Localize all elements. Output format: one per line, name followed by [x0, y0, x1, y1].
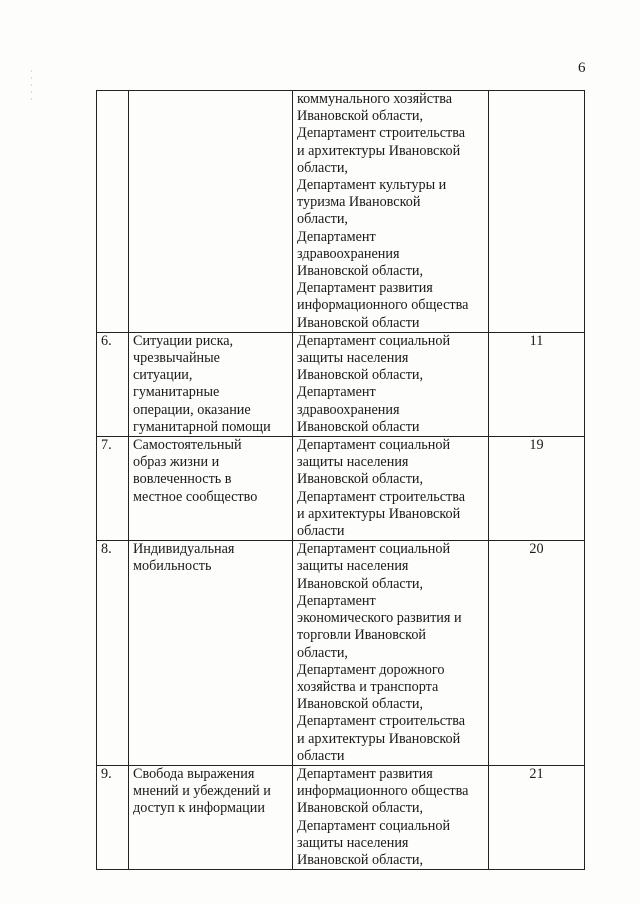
- department-line: хозяйства и транспорта: [297, 678, 439, 695]
- department-line: Ивановской области: [297, 418, 420, 435]
- department-line: Ивановской области,: [297, 367, 424, 384]
- table-body: [97, 91, 585, 870]
- topic-line: операции, оказание: [133, 401, 251, 418]
- department-line: Департамент строительства: [297, 488, 466, 505]
- department-line: Ивановской области,: [297, 696, 424, 713]
- department-line: Департамент социальной: [297, 817, 451, 834]
- table-row: [97, 765, 585, 869]
- department-line: Департамент развития: [297, 765, 433, 782]
- topic-line: чрезвычайные: [133, 350, 220, 367]
- topic-line: гуманитарные: [133, 384, 220, 401]
- topic-line: гуманитарной помощи: [133, 418, 271, 435]
- topic-line: Ситуации риска,: [133, 332, 234, 349]
- department-line: информационного общества: [297, 297, 469, 314]
- department-line: защиты населения: [297, 558, 409, 575]
- row-topic: [129, 91, 293, 333]
- department-line: Департамент: [297, 592, 376, 609]
- topic-line: мобильность: [133, 558, 212, 575]
- topic-line: образ жизни и: [133, 454, 220, 471]
- department-line: Ивановской области,: [297, 471, 424, 488]
- department-line: области,: [297, 644, 348, 661]
- margin-marks: · · · · ·: [30, 67, 33, 104]
- row-departments: [293, 541, 489, 766]
- department-line: Департамент социальной: [297, 437, 451, 454]
- department-line: Ивановской области,: [297, 800, 424, 817]
- department-line: Департамент культуры и: [297, 177, 447, 194]
- department-line: торговли Ивановской: [297, 627, 427, 644]
- department-line: Департамент развития: [297, 280, 433, 297]
- department-line: области,: [297, 159, 348, 176]
- table-row: [97, 541, 585, 766]
- row-departments: [293, 437, 489, 541]
- department-line: Департамент социальной: [297, 332, 451, 349]
- row-page: [489, 91, 585, 333]
- row-topic: [129, 541, 293, 766]
- page-number: 6: [578, 60, 586, 76]
- department-line: защиты населения: [297, 834, 409, 851]
- department-line: Департамент строительства: [297, 125, 466, 142]
- topic-line: вовлеченность в: [133, 471, 232, 488]
- department-line: и архитектуры Ивановской: [297, 142, 461, 159]
- row-number: 8.: [97, 541, 129, 766]
- department-line: Департамент: [297, 384, 376, 401]
- topic-line: местное сообщество: [133, 488, 258, 505]
- row-page: 21: [489, 765, 585, 869]
- row-page: 11: [489, 332, 585, 436]
- department-line: Департамент дорожного: [297, 661, 445, 678]
- department-line: здравоохранения: [297, 245, 400, 262]
- table-row: [97, 332, 585, 436]
- department-line: защиты населения: [297, 454, 409, 471]
- row-departments: [293, 332, 489, 436]
- row-topic: [129, 765, 293, 869]
- department-line: Ивановской области,: [297, 575, 424, 592]
- department-line: Департамент: [297, 228, 376, 245]
- topic-line: мнений и убеждений и: [133, 783, 271, 800]
- row-number: 9.: [97, 765, 129, 869]
- department-line: Ивановской области: [297, 314, 420, 331]
- department-line: коммунального хозяйства: [297, 91, 453, 107]
- department-line: области: [297, 523, 345, 540]
- table-row: [97, 437, 585, 541]
- department-line: Ивановской области,: [297, 108, 424, 125]
- department-line: информационного общества: [297, 783, 469, 800]
- topic-line: доступ к информации: [133, 800, 265, 817]
- department-line: экономического развития и: [297, 610, 462, 627]
- row-number: 7.: [97, 437, 129, 541]
- department-line: области,: [297, 211, 348, 228]
- row-number: 6.: [97, 332, 129, 436]
- row-topic: [129, 332, 293, 436]
- row-page: 19: [489, 437, 585, 541]
- department-line: туризма Ивановской: [297, 194, 421, 211]
- row-departments: [293, 91, 489, 333]
- row-departments: [293, 765, 489, 869]
- department-line: Ивановской области,: [297, 263, 424, 280]
- topic-line: Индивидуальная: [133, 541, 235, 558]
- topic-line: Самостоятельный: [133, 437, 242, 454]
- topic-line: ситуации,: [133, 367, 193, 384]
- topic-line: Свобода выражения: [133, 765, 255, 782]
- department-line: Департамент строительства: [297, 713, 466, 730]
- department-line: Ивановской области,: [297, 851, 424, 868]
- department-line: защиты населения: [297, 350, 409, 367]
- department-line: Департамент социальной: [297, 541, 451, 558]
- departments-table: [96, 90, 585, 870]
- department-line: и архитектуры Ивановской: [297, 730, 461, 747]
- row-topic: [129, 437, 293, 541]
- department-line: области: [297, 747, 345, 764]
- row-page: 20: [489, 541, 585, 766]
- department-line: и архитектуры Ивановской: [297, 505, 461, 522]
- table-row: [97, 91, 585, 333]
- department-line: здравоохранения: [297, 401, 400, 418]
- row-number: [97, 91, 129, 333]
